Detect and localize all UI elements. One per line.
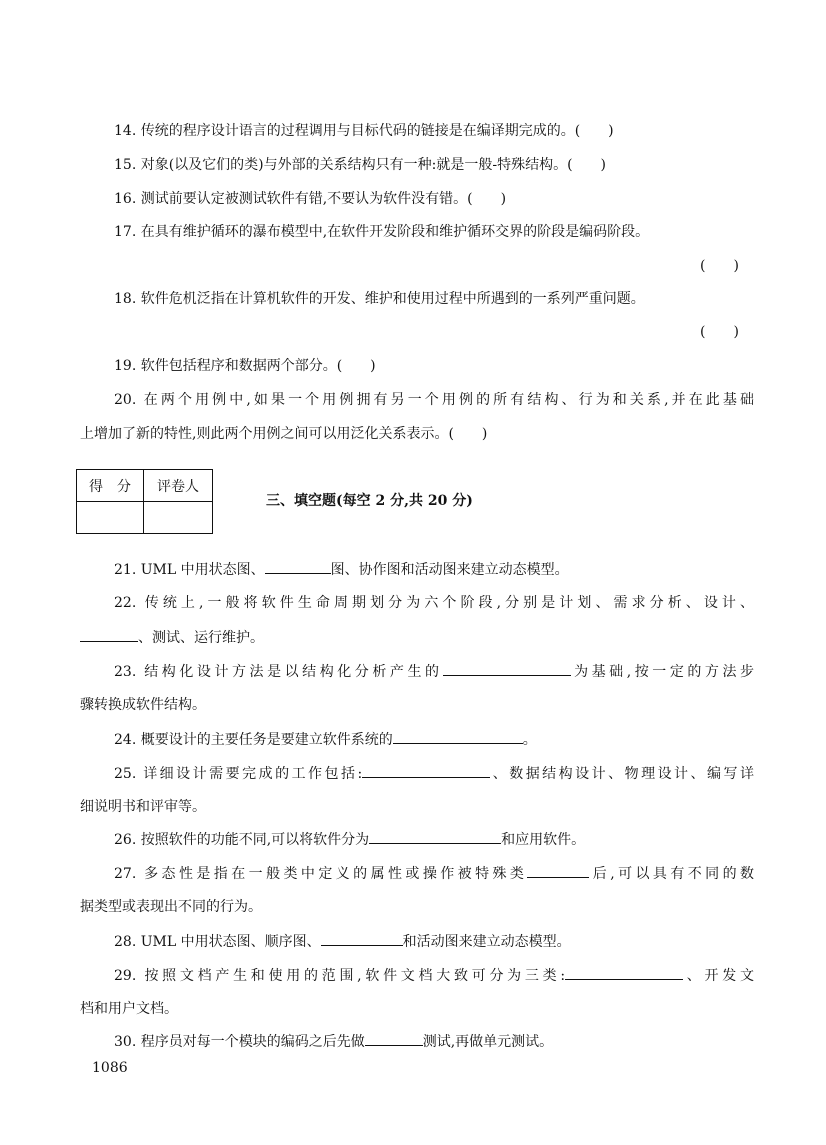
- question-19: 19. 软件包括程序和数据两个部分。( ): [114, 358, 376, 374]
- question-30: 30. 程序员对每一个模块的编码之后先做 测试,再做单元测试。: [114, 1031, 754, 1052]
- question-25-line-2: 细说明书和评审等。: [80, 799, 206, 815]
- question-18-answer-paren: ( ): [700, 324, 739, 340]
- question-24: 24. 概要设计的主要任务是要建立软件系统的 。: [114, 729, 754, 750]
- question-17: 17. 在具有维护循环的瀑布模型中,在软件开发阶段和维护循环交界的阶段是编码阶段。: [114, 224, 650, 240]
- page-number: 1086: [92, 1060, 128, 1076]
- question-16: 16. 测试前要认定被测试软件有错,不要认为软件没有错。( ): [114, 191, 507, 207]
- answer-blank: [369, 829, 501, 844]
- section-title: 三、填空题(每空 2 分,共 20 分): [266, 493, 473, 509]
- question-27-line-2: 据类型或表现出不同的行为。: [80, 899, 262, 915]
- question-22-line-2: 、测试、运行维护。: [80, 627, 752, 648]
- answer-blank: [393, 729, 523, 744]
- question-17-answer-paren: ( ): [700, 258, 739, 274]
- question-21: 21. UML 中用状态图、 图、协作图和活动图来建立动态模型。: [114, 559, 754, 580]
- grader-cell: [144, 502, 213, 534]
- answer-blank: [362, 763, 490, 778]
- answer-blank: [443, 661, 571, 676]
- question-29-line-2: 档和用户文档。: [80, 1001, 178, 1017]
- answer-blank: [265, 559, 331, 574]
- answer-blank: [80, 627, 138, 642]
- question-14: 14. 传统的程序设计语言的过程调用与目标代码的链接是在编译期完成的。( ): [114, 123, 614, 139]
- grader-label: 评卷人: [144, 470, 213, 502]
- answer-blank: [527, 863, 589, 878]
- answer-blank: [365, 1031, 423, 1046]
- answer-blank: [321, 931, 403, 946]
- question-28: 28. UML 中用状态图、顺序图、 和活动图来建立动态模型。: [114, 931, 754, 952]
- question-22-line-1: 22. 传统上,一般将软件生命周期划分为六个阶段,分别是计划、需求分析、设计、: [114, 595, 754, 611]
- answer-blank: [565, 965, 683, 980]
- question-23-line-1: 23. 结构化设计方法是以结构化分析产生的 为基础,按一定的方法步: [114, 661, 754, 682]
- question-15: 15. 对象(以及它们的类)与外部的关系结构只有一种:就是一般-特殊结构。( ): [114, 157, 607, 173]
- score-label: 得 分: [77, 470, 144, 502]
- question-25-line-1: 25. 详细设计需要完成的工作包括: 、数据结构设计、物理设计、编写详: [114, 763, 754, 784]
- question-23-line-2: 骤转换成软件结构。: [80, 697, 206, 713]
- question-29-line-1: 29. 按照文档产生和使用的范围,软件文档大致可分为三类: 、开发文: [114, 965, 754, 986]
- question-20-line-1: 20. 在两个用例中,如果一个用例拥有另一个用例的所有结构、行为和关系,并在此基础: [114, 392, 754, 408]
- question-20-line-2: 上增加了新的特性,则此两个用例之间可以用泛化关系表示。( ): [80, 426, 488, 442]
- question-18: 18. 软件危机泛指在计算机软件的开发、维护和使用过程中所遇到的一系列严重问题。: [114, 291, 645, 307]
- question-26: 26. 按照软件的功能不同,可以将软件分为 和应用软件。: [114, 829, 754, 850]
- score-cell: [77, 502, 144, 534]
- question-27-line-1: 27. 多态性是指在一般类中定义的属性或操作被特殊类 后,可以具有不同的数: [114, 863, 754, 884]
- score-box: [76, 469, 213, 534]
